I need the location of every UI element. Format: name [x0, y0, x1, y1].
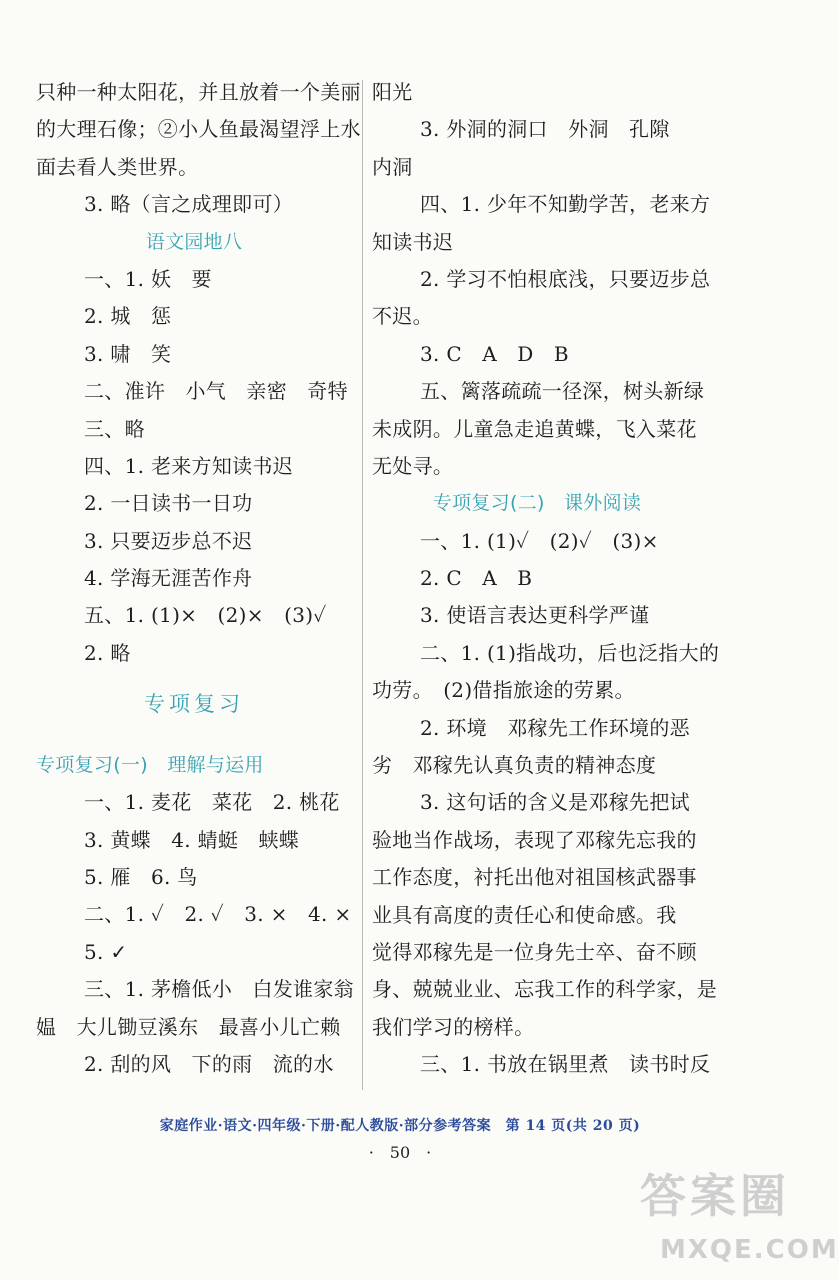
- answer-line: 三、1. 书放在锅里煮 读书时反: [420, 1052, 711, 1077]
- section-heading: 专项复习(一) 理解与运用: [36, 754, 264, 777]
- answer-line: 的大理石像；②小人鱼最渴望浮上水: [36, 117, 361, 142]
- answer-line: 阳光: [372, 80, 413, 104]
- answer-line: 未成阴。儿童急走追黄蝶，飞入菜花: [372, 416, 697, 441]
- answer-line: 2. 刮的风 下的雨 流的水: [84, 1051, 334, 1076]
- answer-line: 3. 略（言之成理即可）: [84, 192, 294, 217]
- answer-line: 3. 黄蝶 4. 蜻蜓 蛱蝶: [84, 827, 300, 852]
- answer-line: 2. 环境 邓稼先工作环境的恶: [420, 715, 690, 740]
- section-heading: 专项复习(二) 课外阅读: [432, 492, 642, 515]
- answer-line: 面去看人类世界。: [36, 154, 199, 179]
- answer-line: 二、1. (1)指战功，后也泛指大的: [420, 640, 720, 665]
- answer-line: 业具有高度的责任心和使命感。我: [372, 902, 677, 927]
- answer-line: 3. 只要迈步总不迟: [84, 528, 253, 553]
- answer-line: 5. ✓: [84, 939, 128, 964]
- section-heading: 专项复习: [144, 692, 244, 717]
- answer-line: 3. C A D B: [420, 341, 569, 366]
- answer-line: 三、略: [84, 416, 145, 441]
- watermark-logo: 答案圈: [640, 1169, 790, 1223]
- footer-caption: 家庭作业·语文·四年级·下册·配人教版·部分参考答案 第 14 页(共 20 页): [159, 1118, 641, 1134]
- left-column: [36, 74, 361, 1083]
- section-heading: 语文园地八: [145, 230, 243, 253]
- answer-line: 3. 使语言表达更科学严谨: [420, 603, 650, 628]
- answer-line: 2. 学习不怕根底浅，只要迈步总: [420, 266, 711, 291]
- answer-line: 我们学习的榜样。: [372, 1014, 535, 1039]
- answer-line: 验地当作战场，表现了邓稼先忘我的: [372, 827, 697, 852]
- answer-line: 五、篱落疏疏一径深，树头新绿: [420, 379, 705, 404]
- answer-line: 3. 这句话的含义是邓稼先把试: [420, 790, 690, 815]
- answer-line: 2. 略: [84, 640, 131, 665]
- answer-line: 一、1. (1)✓ (2)✓ (3)×: [420, 528, 659, 553]
- answer-line: 二、准许 小气 亲密 奇特: [84, 379, 348, 404]
- answer-line: 功劳。 (2)借指旅途的劳累。: [372, 678, 635, 703]
- watermark-site: MXQE.COM: [660, 1235, 839, 1265]
- answer-line: 四、1. 少年不知勤学苦，老来方: [420, 192, 711, 217]
- answer-line: 劣 邓稼先认真负责的精神态度: [372, 753, 657, 778]
- column-divider: [362, 80, 363, 1090]
- answer-line: 知读书迟: [372, 229, 454, 254]
- answer-line: 五、1. (1)× (2)× (3)✓: [84, 603, 327, 628]
- answer-line: 2. 一日读书一日功: [84, 491, 253, 516]
- answer-line: 2. C A B: [420, 566, 533, 591]
- answer-line: 5. 雁 6. 鸟: [84, 865, 198, 890]
- answer-line: 3. 外洞的洞口 外洞 孔隙: [420, 117, 670, 142]
- answer-line: 一、1. 麦花 菜花 2. 桃花: [84, 790, 340, 815]
- answer-line: 4. 学海无涯苦作舟: [84, 566, 253, 591]
- answer-line: 2. 城 惩: [84, 304, 172, 329]
- answer-line: 不迟。: [372, 304, 433, 329]
- answer-line: 媪 大儿锄豆溪东 最喜小儿亡赖: [36, 1014, 341, 1039]
- answer-line: 一、1. 妖 要: [84, 266, 212, 291]
- answer-line: 身、兢兢业业、忘我工作的科学家，是: [372, 977, 718, 1002]
- answer-line: 三、1. 茅檐低小 白发谁家翁: [84, 977, 354, 1002]
- answer-line: 四、1. 老来方知读书迟: [84, 453, 294, 478]
- answer-line: 工作态度，衬托出他对祖国核武器事: [372, 865, 697, 890]
- answer-line: 3. 啸 笑: [84, 341, 172, 366]
- page-number: · 50 ·: [368, 1143, 432, 1162]
- answer-line: 只种一种太阳花，并且放着一个美丽: [36, 80, 361, 104]
- answer-line: 觉得邓稼先是一位身先士卒、奋不顾: [372, 939, 697, 964]
- right-column: [372, 74, 720, 1084]
- answer-line: 内洞: [372, 154, 413, 179]
- answer-line: 二、1. ✓ 2. ✓ 3. × 4. ×: [84, 902, 352, 927]
- answer-line: 无处寻。: [372, 453, 454, 478]
